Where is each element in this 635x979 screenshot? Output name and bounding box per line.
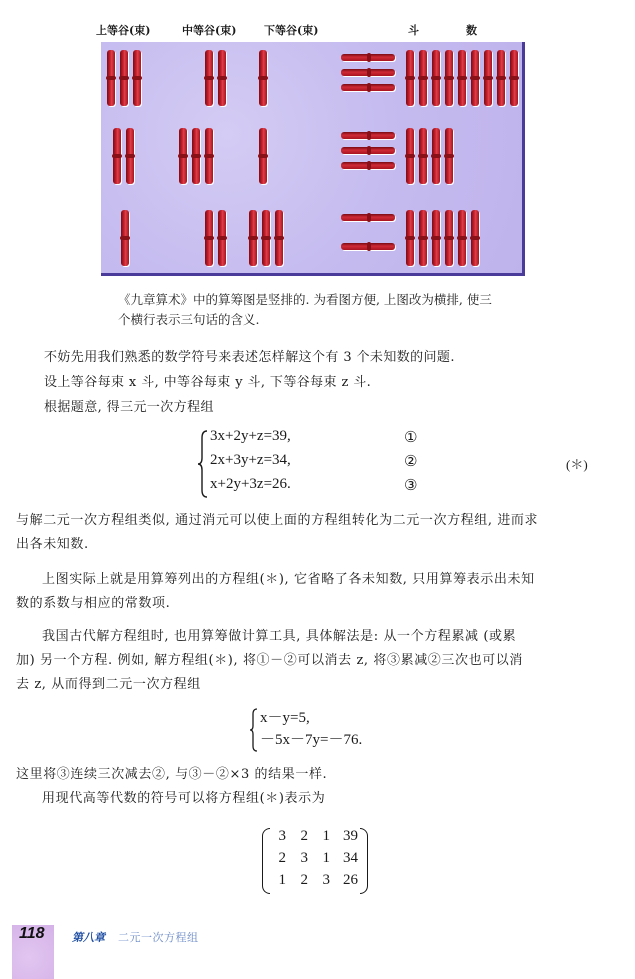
page-number: 118 — [19, 925, 45, 942]
rods-tens — [341, 54, 395, 91]
vertical-rod-icon — [275, 210, 283, 266]
vertical-rod-icon — [445, 128, 453, 184]
equation-system-star — [198, 428, 618, 503]
equation-label-2: ② — [404, 452, 418, 470]
paragraph-rod-system — [16, 568, 616, 616]
label-dou: 斗 — [408, 24, 419, 37]
horizontal-rod-icon — [341, 162, 395, 169]
rod-row-3 — [101, 210, 522, 270]
horizontal-rod-icon — [341, 214, 395, 221]
equation-label-1: ① — [404, 428, 418, 446]
equation-2var-2: －5x－7y=－76. — [260, 732, 363, 748]
matrix-cell: 3 — [322, 872, 330, 888]
label-middle-grain: 中等谷(束) — [182, 24, 237, 37]
equation-2var-1: x－y=5, — [260, 710, 310, 726]
intro-line-1: 不妨先用我们熟悉的数学符号来表述怎样解这个有 3 个未知数的问题. — [44, 350, 455, 365]
vertical-rod-icon — [458, 210, 466, 266]
rods-upper — [121, 210, 129, 270]
matrix-cell: 3 — [278, 828, 286, 844]
chapter-label: 第八章 — [72, 931, 105, 944]
vertical-rod-icon — [249, 210, 257, 266]
caption-line-2: 个横行表示三句话的含义. — [118, 312, 260, 327]
rods-units — [406, 210, 479, 270]
vertical-rod-icon — [419, 210, 427, 266]
vertical-rod-icon — [259, 50, 267, 106]
vertical-rod-icon — [205, 128, 213, 184]
vertical-rod-icon — [419, 50, 427, 106]
intro-line-3: 根据题意, 得三元一次方程组 — [44, 400, 214, 415]
rod-row-2 — [101, 128, 522, 188]
horizontal-rod-icon — [341, 69, 395, 76]
horizontal-rod-icon — [341, 147, 395, 154]
right-paren-icon — [360, 828, 368, 894]
vertical-rod-icon — [205, 50, 213, 106]
horizontal-rod-icon — [341, 54, 395, 61]
matrix-cell: 2 — [278, 850, 286, 866]
vertical-rod-icon — [432, 210, 440, 266]
paragraph-line: 去 z, 从而得到二元一次方程组 — [16, 677, 201, 692]
counting-rod-figure — [101, 42, 525, 276]
vertical-rod-icon — [262, 210, 270, 266]
figure-caption — [118, 290, 518, 330]
label-shu: 数 — [466, 24, 477, 37]
horizontal-rod-icon — [341, 243, 395, 250]
vertical-rod-icon — [445, 210, 453, 266]
intro-line-2: 设上等谷每束 x 斗, 中等谷每束 y 斗, 下等谷每束 z 斗. — [44, 375, 372, 390]
paragraph-line: 上图实际上就是用算筹列出的方程组(＊), 它省略了各未知数, 只用算筹表示出未知 — [42, 572, 535, 587]
matrix-cell: 26 — [343, 872, 358, 888]
rods-units — [406, 50, 518, 110]
vertical-rod-icon — [406, 210, 414, 266]
paragraph-repeated-subtraction — [16, 763, 616, 811]
matrix-cell: 2 — [300, 828, 308, 844]
vertical-rod-icon — [205, 210, 213, 266]
rods-lower — [259, 50, 267, 110]
vertical-rod-icon — [179, 128, 187, 184]
rods-middle — [179, 128, 213, 188]
label-upper-grain: 上等谷(束) — [96, 24, 151, 37]
matrix-cell: 34 — [343, 850, 358, 866]
horizontal-rod-icon — [341, 132, 395, 139]
vertical-rod-icon — [113, 128, 121, 184]
vertical-rod-icon — [259, 128, 267, 184]
figure-column-labels — [96, 22, 536, 40]
augmented-matrix — [262, 828, 368, 894]
left-brace-icon — [198, 430, 208, 498]
paragraph-line: 与解二元一次方程组类似, 通过消元可以使上面的方程组转化为二元一次方程组, 进而求 — [16, 513, 539, 528]
left-brace-icon — [250, 708, 258, 752]
vertical-rod-icon — [133, 50, 141, 106]
vertical-rod-icon — [432, 50, 440, 106]
vertical-rod-icon — [406, 128, 414, 184]
vertical-rod-icon — [458, 50, 466, 106]
vertical-rod-icon — [471, 50, 479, 106]
vertical-rod-icon — [126, 128, 134, 184]
vertical-rod-icon — [406, 50, 414, 106]
vertical-rod-icon — [445, 50, 453, 106]
rod-row-1 — [101, 50, 522, 110]
paragraph-line: 这里将③连续三次减去②, 与③－②×3 的结果一样. — [16, 767, 328, 782]
vertical-rod-icon — [497, 50, 505, 106]
vertical-rod-icon — [432, 128, 440, 184]
matrix-cell: 2 — [300, 872, 308, 888]
paragraph-ancient-method — [16, 625, 616, 697]
rods-lower — [249, 210, 283, 270]
paragraph-line: 用现代高等代数的符号可以将方程组(＊)表示为 — [42, 791, 326, 806]
paragraph-elimination — [16, 509, 616, 557]
vertical-rod-icon — [218, 210, 226, 266]
system-tag: (＊) — [566, 457, 588, 472]
vertical-rod-icon — [484, 50, 492, 106]
equation-3: x+2y+3z=26. — [210, 476, 291, 492]
label-lower-grain: 下等谷(束) — [264, 24, 319, 37]
equation-label-3: ③ — [404, 476, 418, 494]
equation-1: 3x+2y+z=39, — [210, 428, 291, 444]
paragraph-line: 出各未知数. — [16, 537, 89, 552]
rods-middle — [205, 50, 226, 110]
vertical-rod-icon — [510, 50, 518, 106]
horizontal-rod-icon — [341, 84, 395, 91]
vertical-rod-icon — [192, 128, 200, 184]
rods-upper — [113, 128, 134, 188]
paragraph-line: 我国古代解方程组时, 也用算筹做计算工具, 具体解法是: 从一个方程累减 (或累 — [42, 629, 517, 644]
vertical-rod-icon — [120, 50, 128, 106]
rods-units — [406, 128, 453, 188]
chapter-title: 二元一次方程组 — [118, 931, 199, 944]
equation-2: 2x+3y+z=34, — [210, 452, 291, 468]
rods-lower — [259, 128, 267, 188]
rods-tens — [341, 214, 395, 250]
vertical-rod-icon — [471, 210, 479, 266]
vertical-rod-icon — [419, 128, 427, 184]
rods-tens — [341, 132, 395, 169]
rods-upper — [107, 50, 141, 110]
vertical-rod-icon — [218, 50, 226, 106]
vertical-rod-icon — [121, 210, 129, 266]
matrix-cell: 39 — [343, 828, 358, 844]
matrix-cell: 1 — [278, 872, 286, 888]
matrix-cell: 1 — [322, 850, 330, 866]
paragraph-line: 数的系数与相应的常数项. — [16, 596, 171, 611]
matrix-cell: 3 — [300, 850, 308, 866]
rods-middle — [205, 210, 226, 270]
vertical-rod-icon — [107, 50, 115, 106]
matrix-cell: 1 — [322, 828, 330, 844]
equation-system-2var — [250, 706, 430, 754]
caption-line-1: 《九章算术》中的算筹图是竖排的. 为看图方便, 上图改为横排, 使三 — [118, 292, 492, 307]
paragraph-line: 加) 另一个方程. 例如, 解方程组(＊), 将①－②可以消去 z, 将③累减②三次也可以消 — [16, 653, 523, 668]
